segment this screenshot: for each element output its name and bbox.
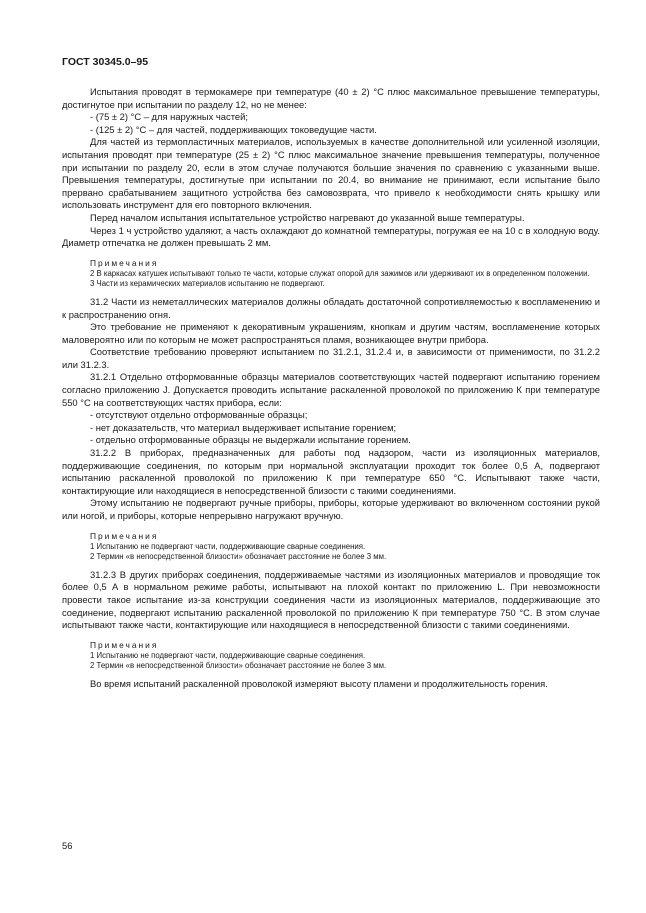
paragraph: 31.2.3 В других приборах соединения, поддерживаемые частями из изоляционных материалов и проводящие ток более 0,5 А в нормальном режиме работы, испытывают на плохой контакт по приложению L. При невозможности провести такое испытание из-за конструкции соединения части из изоляционных материалов, поддерживающие это соединение, подвергают испытанию раскаленной проволокой по приложению К при температуре 750 °С. В этом случае испытывают также части, контактирующие или находящиеся в непосредственной близости с такими соединениями. <box>62 568 600 631</box>
notes-heading: Примечания <box>90 639 159 650</box>
note-item: 2 Термин «в непосредственной близости» обозначает расстояние не более 3 мм. <box>90 661 387 671</box>
note-item: 1 Испытанию не подвергают части, поддерживающие сварные соединения. <box>90 541 366 551</box>
paragraph: Испытания проводят в термокамере при температуре (40 ± 2) °С плюс максимальное превышение температуры, достигнутое при испытании по разделу 12, но не менее: <box>62 86 600 110</box>
paragraph: Во время испытаний раскаленной проволокой измеряют высоту пламени и продолжительность горения. <box>90 677 548 689</box>
note-item: 2 Термин «в непосредственной близости» обозначает расстояние не более 3 мм. <box>90 552 387 562</box>
paragraph: 31.2 Части из неметаллических материалов должны обладать достаточной сопротивляемостью к воспламенению и к распространению огня. <box>62 295 600 320</box>
paragraph: Для частей из термопластичных материалов, используемых в качестве дополнительной или усиленной изоляции, испытания проводят при температуре (25 ± 2) °С плюс максимальное значение превышения температуры, полученное при испытании по разделу 20, если в этом случае получаются большие значения по сравнению с указанными выше. Превышения температуры, достигнутые при испытании по 20.4, во внимание не принимают, если испытание было прервано срабатыванием защитного устройства без самовозврата, что привело к необходимости снять крышку или использовать инструмент для его повторного включения. <box>62 136 600 211</box>
document-header: ГОСТ 30345.0–95 <box>62 56 149 68</box>
list-item: - (125 ± 2) °С – для частей, поддерживающих токоведущие части. <box>90 123 377 135</box>
paragraph: Перед началом испытания испытательное устройство нагревают до указанной выше температуры. <box>90 211 525 223</box>
list-item: - нет доказательств, что материал выдерживает испытание горением; <box>90 421 397 433</box>
paragraph: Соответствие требованию проверяют испытанием по 31.2.1, 31.2.4 и, в зависимости от применимости, по 31.2.2 или 31.2.3. <box>62 346 600 370</box>
paragraph: 31.2.1 Отдельно отформованные образцы материалов соответствующих частей подвергают испытанию горением согласно приложению J. Допускается проводить испытание раскаленной проволокой по приложению К при температуре 550 °С на соответствующих частях прибора, если: <box>62 371 600 408</box>
list-item: - отдельно отформованные образцы не выдержали испытание горением. <box>90 434 411 446</box>
notes-heading: Примечания <box>90 257 159 268</box>
list-item: - отсутствуют отдельно отформованные образцы; <box>90 409 308 421</box>
document-body <box>62 86 600 691</box>
note-item: 2 В каркасах катушек испытывают только те части, которые служат опорой для зажимов или удерживают их в определенном положении. <box>90 268 590 278</box>
paragraph: Этому испытанию не подвергают ручные приборы, приборы, которые удерживают во включенном состоянии рукой или ногой, и приборы, которые непрерывно нагружают вручную. <box>62 497 600 521</box>
paragraph: 31.2.2 В приборах, предназначенных для работы под надзором, части из изоляционных материалов, поддерживающие соединения, по которым при нормальной эксплуатации проходит ток более 0,5 А, подвергают испытанию раскаленной проволокой по приложению К при температуре 650 °С. Испытывают также части, контактирующие или находящиеся в непосредственной близости с такими соединениями. <box>62 447 600 496</box>
document-page <box>62 56 600 691</box>
notes-heading: Примечания <box>90 530 159 541</box>
note-item: 3 Части из керамических материалов испытанию не подвергают. <box>90 279 325 289</box>
paragraph: Через 1 ч устройство удаляют, а часть охлаждают до комнатной температуры, погружая ее на 10 с в холодную воду. Диаметр отпечатка не должен превышать 2 мм. <box>62 224 600 249</box>
list-item: - (75 ± 2) °С – для наружных частей; <box>90 111 248 123</box>
paragraph: Это требование не применяют к декоративным украшениям, кнопкам и другим частям, воспламенение которых маловероятно или по которым не может распространяться пламя, возникающее внутри прибора. <box>62 321 600 345</box>
page-number: 56 <box>62 840 73 851</box>
note-item: 1 Испытанию не подвергают части, поддерживающие сварные соединения. <box>90 650 366 660</box>
